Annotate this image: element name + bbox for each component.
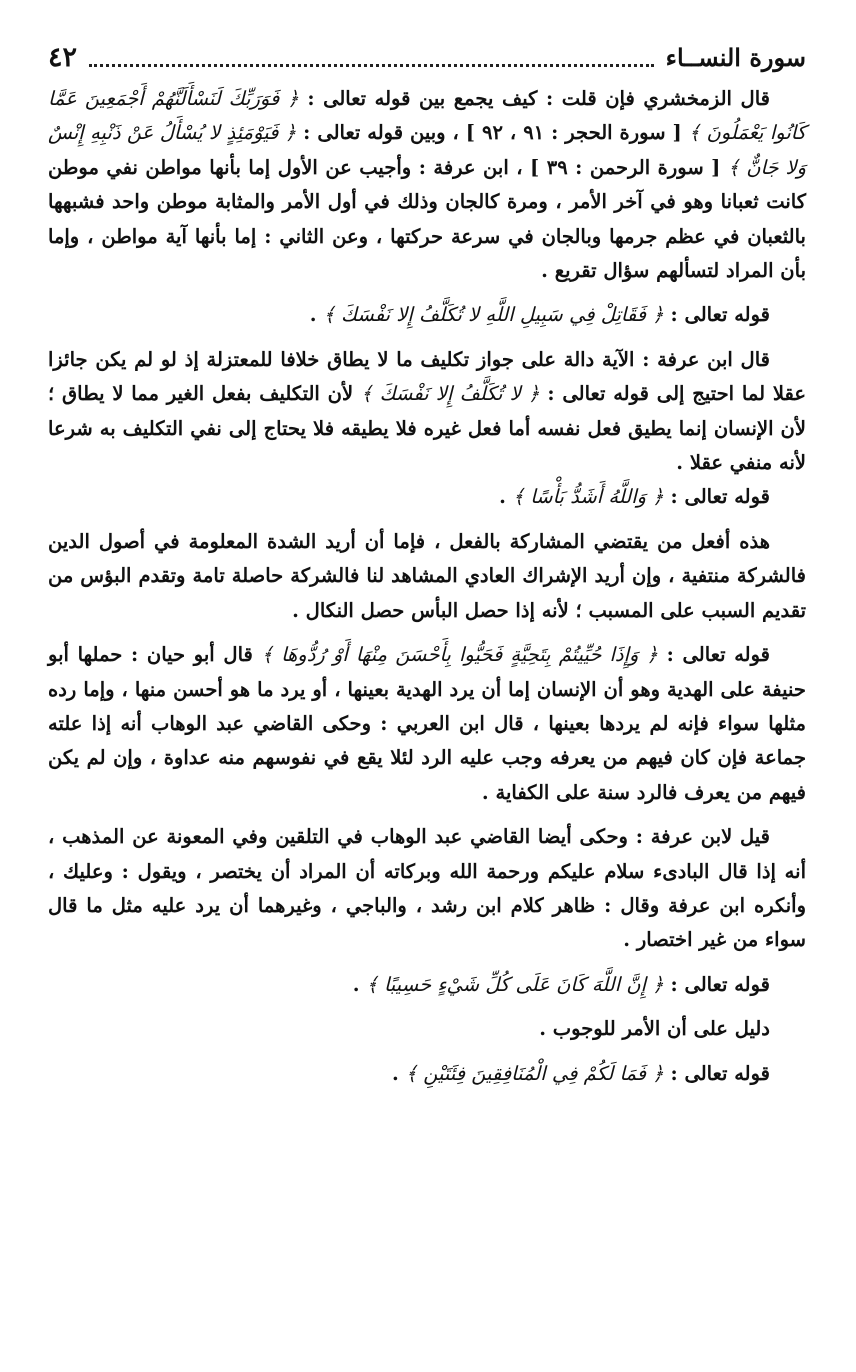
paragraph [48, 298, 806, 332]
text-segment: دليل على أن الأمر للوجوب . [539, 1017, 770, 1041]
text-segment: . [352, 972, 367, 996]
surah-title: سورة النســاء [665, 43, 806, 72]
page-number: ٤٢ [48, 42, 78, 73]
text-segment: هذه أفعل من يقتضي المشاركة بالفعل ، فإما أن أريد الشدة المعلومة في أصول الدين فالشركة منتفية ، وإن أريد الإشراك العادي المشاهد لنا فالشركة حاصلة تامة وتقدم البؤس من تقديم السبب على المسبب ؛ لأنه إذا حصل البأس حصل النكال . [48, 529, 806, 622]
text-segment: . [499, 485, 513, 509]
paragraph [48, 82, 806, 288]
quran-verse: ﴿ إِنَّ اللَّهَ كَانَ عَلَى كُلِّ شَيْءٍ حَسِيبًا ﴾ [366, 972, 664, 996]
text-segment: قوله تعالى : [663, 485, 770, 509]
paragraph [48, 820, 806, 958]
paragraph [48, 638, 806, 810]
paragraph [48, 480, 806, 514]
text-segment: لأن التكليف بفعل الغير مما لا يطاق ؛ لأن الإنسان إنما يطيق فعل نفسه أما فعل غيره فلا يطيقه فلا يحتاج إلى نفي التكليف به شرعا لأنه منفي عقلا . [48, 382, 806, 475]
text-segment: . [309, 303, 324, 327]
text-segment: قوله تعالى : [657, 643, 771, 667]
quran-verse: ﴿ فَوَرَبِّكَ لَنَسْأَلَنَّهُمْ أَجْمَعِينَ عَمَّا كَانُوا يَعْمَلُونَ ﴾ [48, 87, 806, 145]
text-segment: قوله تعالى : [663, 1061, 770, 1085]
quran-verse: ﴿ فَيَوْمَئِذٍ لا يُسْأَلُ عَنْ ذَنْبِهِ إِنْسٌ وَلا جَانٌّ ﴾ [48, 121, 806, 179]
text-segment: قال الزمخشري فإن قلت : كيف يجمع بين قوله تعالى : [298, 87, 770, 110]
quran-verse: ﴿ فَمَا لَكُمْ فِي الْمُنَافِقِينَ فِئَتَيْنِ ﴾ [405, 1061, 664, 1085]
paragraph [48, 525, 806, 628]
quran-verse: ﴿ وَإِذَا حُيِّيتُمْ بِتَحِيَّةٍ فَحَيُّوا بِأَحْسَنَ مِنْهَا أَوْ رُدُّوهَا ﴾ [261, 643, 658, 667]
text-segment: . [392, 1061, 406, 1085]
page-header [48, 38, 806, 78]
text-segment: [ سورة الرحمن : ٣٩ ] ، ابن عرفة : وأجيب عن الأول إما بأنها مواطن نفي موطن كانت ثعبانا وهو في آخر الأمر ، ومرة كالجان وذلك في أول الأمر والمثابة موطن واحد فشبهها بالثعبان في عظم جرمها وبالجان في سرعة حركتها ، وعن الثاني : إما بأنها آية مواطن ، وإما بأن المراد لتسألهم سؤال تقريع . [48, 155, 806, 283]
text-segment: قيل لابن عرفة : وحكى أيضا القاضي عبد الوهاب في التلقين وفي المعونة عن المذهب ، أنه إذا قال البادىء سلام عليكم ورحمة الله وبركاته أن المراد أن يختصر ، ويقول : وعليك ، وأنكره ابن عرفة وقال : ظاهر كلام ابن رشد ، والباجي ، وغيرهما أن يرد عليه مثل ما قال سواء من غير اختصار . [48, 825, 806, 952]
header-dotted-rule [89, 64, 654, 67]
paragraph [48, 343, 806, 481]
text-segment: قال ابن عرفة : الآية دالة على جواز تكليف ما لا يطاق خلافا للمعتزلة إذ لو لم يكن جائزا عقلا لما احتيج إلى قوله تعالى : [48, 347, 807, 406]
quran-verse: ﴿ وَاللَّهُ أَشَدُّ بَأْسًا ﴾ [512, 485, 664, 509]
paragraph [48, 968, 806, 1002]
text-segment: قال أبو حيان : حملها أبو حنيفة على الهدية وهو أن الإنسان إما أن يرد الهدية بعينها ، أو يرد ما هو أحسن منها ، وإما رده مثلها سواء فإنه لم يردها بعينها ، قال ابن العربي : وحكى القاضي عبد الوهاب أنه إذا علته جماعة فإن كان فيهم من يعرفه وجب عليه الرد لئلا يقع في نفوسهم منه عداوة ، وإن لم يكن فيهم من يعرف فالرد سنة على الكفاية . [48, 643, 806, 804]
text-segment: قوله تعالى : [663, 972, 770, 996]
paragraph [48, 1012, 806, 1046]
paragraph [48, 1057, 806, 1091]
quran-verse: ﴿ فَقَاتِلْ فِي سَبِيلِ اللَّهِ لا تُكَلَّفُ إِلا نَفْسَكَ ﴾ [323, 303, 664, 327]
quran-verse: ﴿ لا تُكَلَّفُ إِلا نَفْسَكَ ﴾ [360, 382, 540, 406]
text-segment: [ سورة الحجر : ٩١ ، ٩٢ ] ، وبين قوله تعالى : [296, 121, 689, 145]
text-segment: قوله تعالى : [663, 303, 770, 327]
